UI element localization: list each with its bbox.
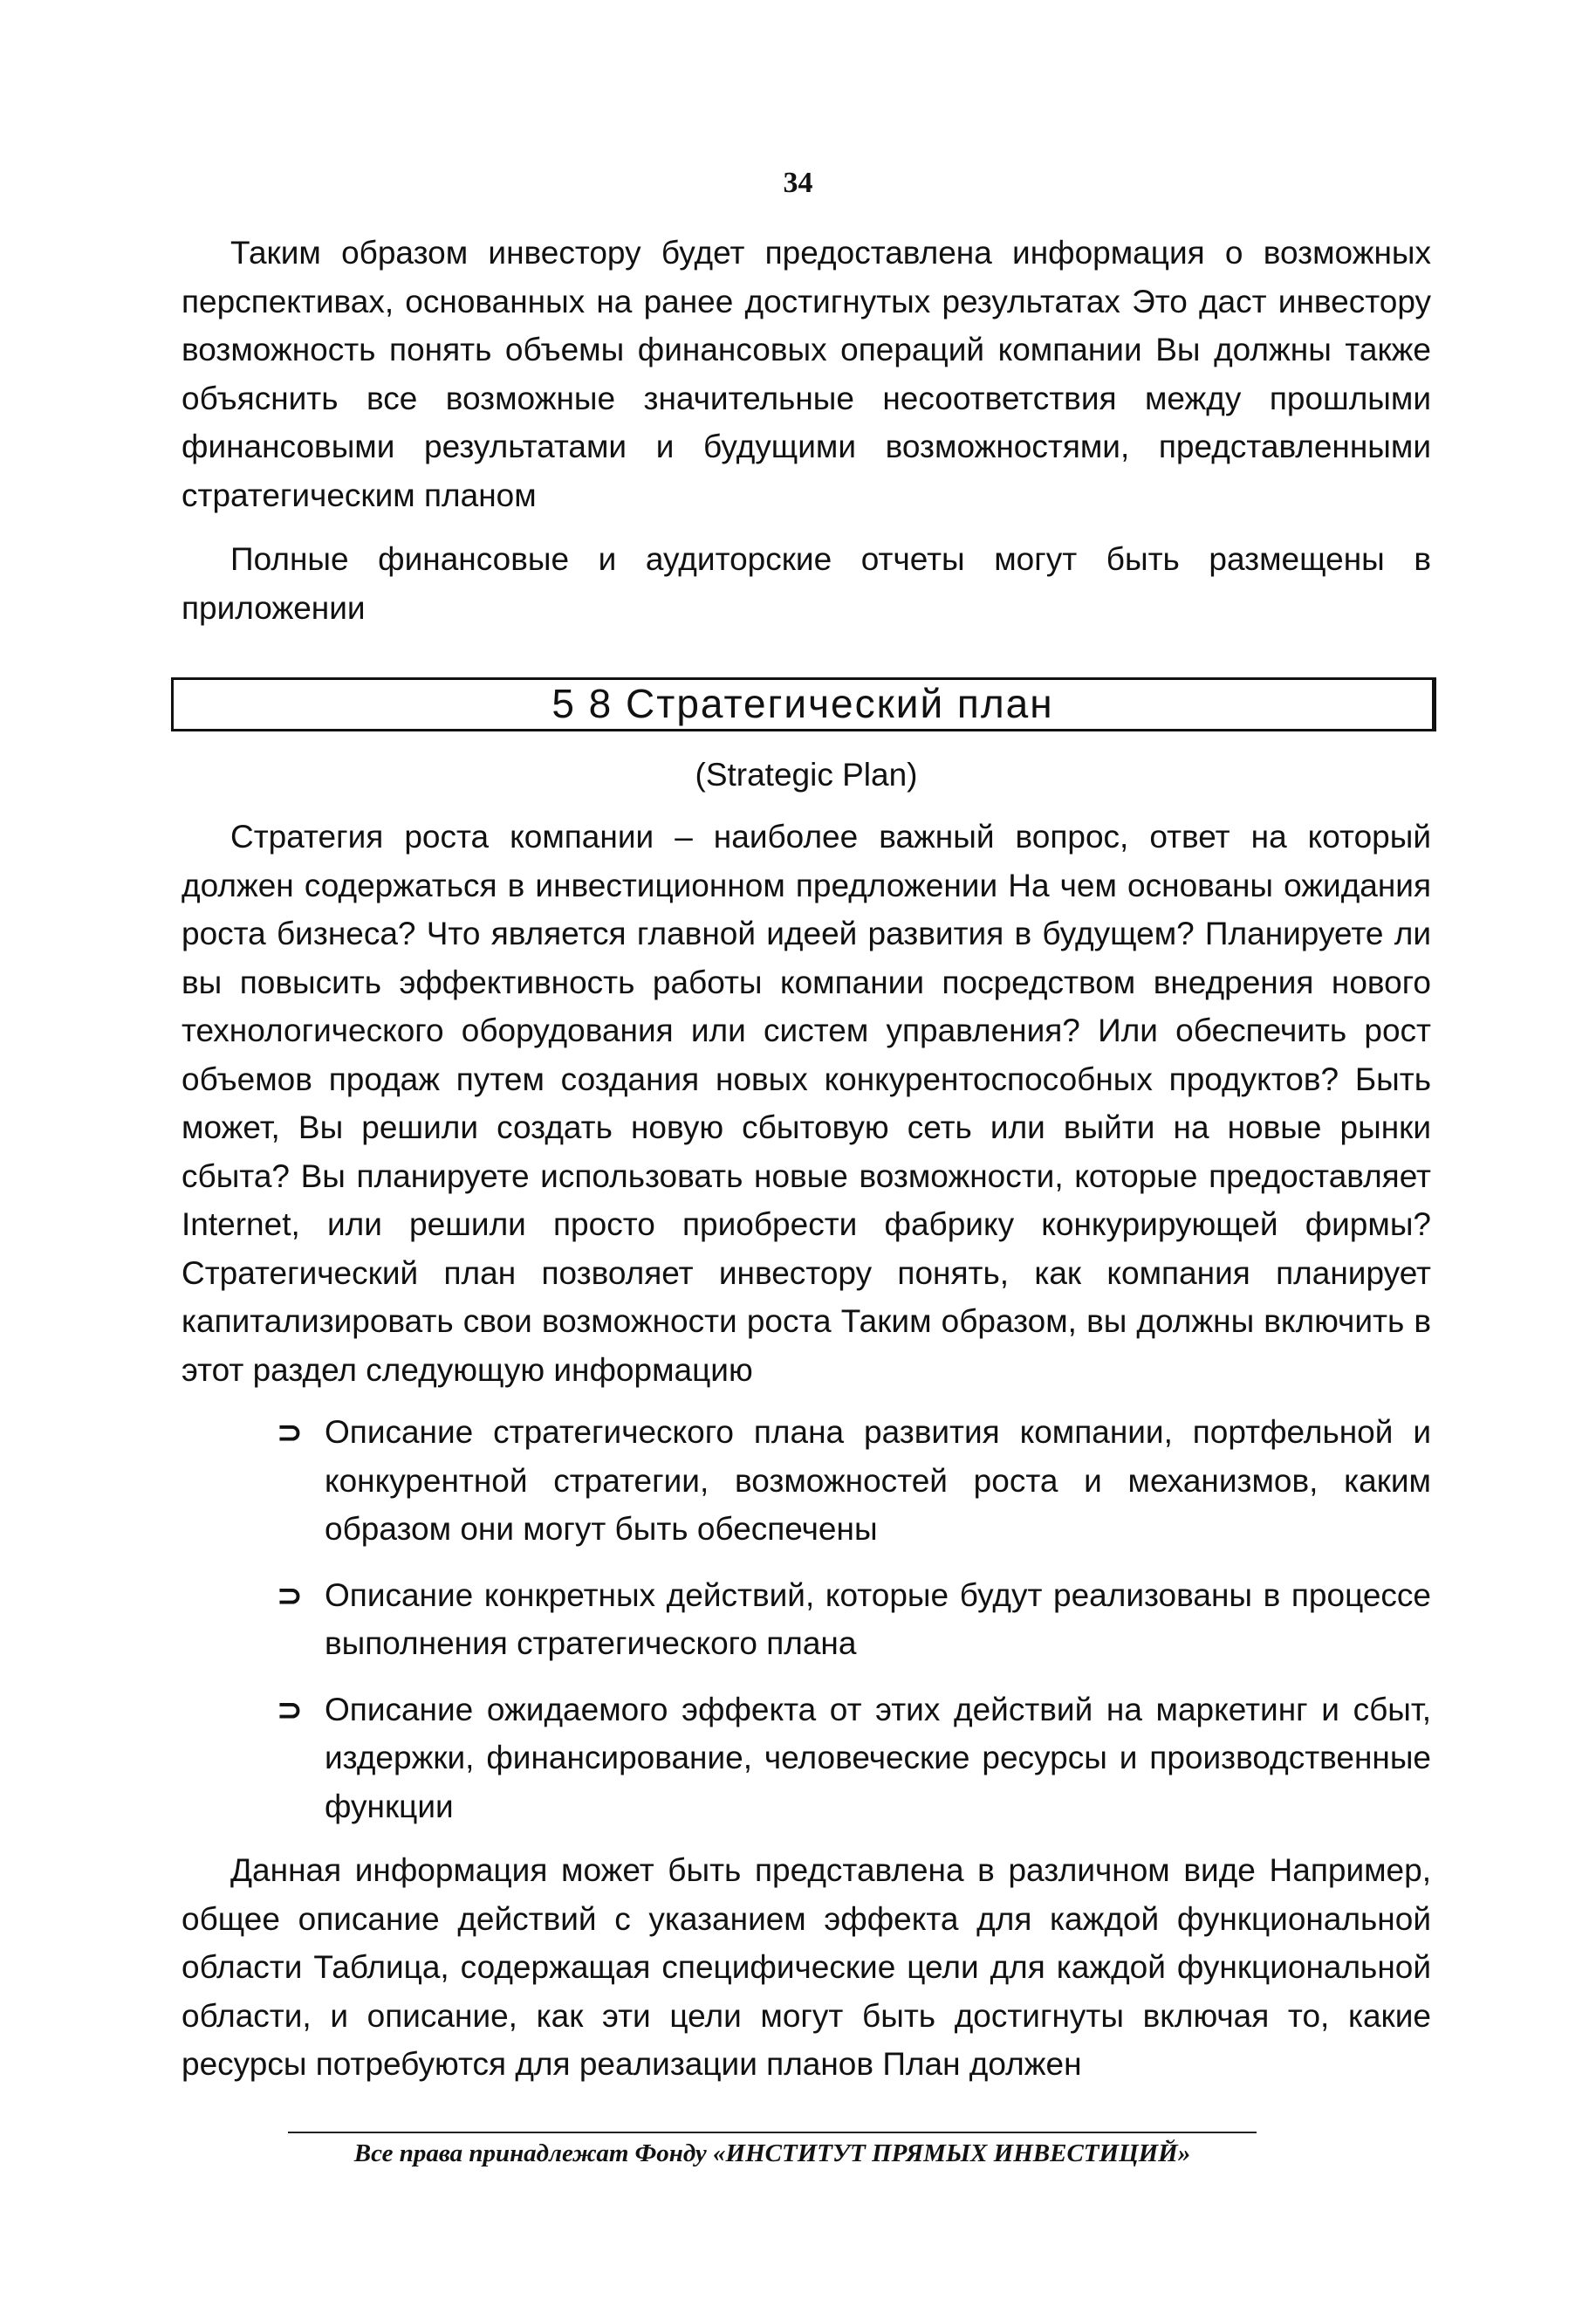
body-paragraph: Таким образом инвестору будет предоставлена информация о возможных перспективах, основанных на ранее достигнутых результатах Это даст инвестору возможность понять объемы финансовых операций компании Вы должны также объяснить все возможные значительные несоответствия между прошлыми финансовыми результатами и будущими возможностями, представленными стратегическим планом — [182, 235, 1431, 513]
footer-copyright: Все права принадлежат Фонду «ИНСТИТУТ ПРЯМЫХ ИНВЕСТИЦИЙ» — [353, 2139, 1191, 2167]
list-item — [276, 1408, 1431, 1554]
list-item-text: Описание ожидаемого эффекта от этих действий на маркетинг и сбыт, издержки, финансирование, человеческие ресурсы и производственные функции — [325, 1691, 1431, 1824]
bullet-icon: ⊃ — [276, 1414, 304, 1450]
bullet-icon: ⊃ — [276, 1691, 304, 1727]
body-paragraph: Полные финансовые и аудиторские отчеты могут быть размещены в приложении — [182, 541, 1431, 626]
list-item — [276, 1571, 1431, 1668]
bullet-icon: ⊃ — [276, 1576, 304, 1613]
footer — [288, 2132, 1257, 2172]
intro-paragraph: Стратегия роста компании – наиболее важный вопрос, ответ на который должен содержаться в инвестиционном предложении На чем основаны ожидания роста бизнеса? Что является главной идеей развития в будущем? Планируете ли вы повысить эффективность работы компании посредством внедрения нового технологического оборудования или систем управления? Или обеспечить рост объемов продаж путем создания новых конкурентоспособных продуктов? Быть может, Вы решили создать новую сбытовую сеть или выйти на новые рынки сбыта? Вы планируете использовать новые возможности, которые предоставляет Internet, или решили просто приобрести фабрику конкурирующей фирмы? Стратегический план позволяет инвестору понять, как компания планирует капитализировать свои возможности роста Таким образом, вы должны включить в этот раздел следующую информацию — [182, 819, 1431, 1388]
list-item — [276, 1686, 1431, 1831]
page-number: 34 — [783, 167, 813, 199]
section-subtitle: (Strategic Plan) — [695, 757, 918, 793]
list-item-text: Описание стратегического плана развития компании, портфельной и конкурентной стратегии, возможностей роста и механизмов, каким образом они могут быть обеспечены — [325, 1414, 1431, 1547]
section-heading-box — [171, 677, 1436, 731]
page-body — [182, 229, 1431, 2089]
section-title: 5 8 Стратегический план — [551, 681, 1054, 727]
bullet-list — [182, 1408, 1431, 1830]
closing-paragraph: Данная информация может быть представлена в различном виде Например, общее описание действий с указанием эффекта для каждой функциональной области Таблица, содержащая специфические цели для каждой функциональной области, и описание, как эти цели могут быть достигнуты включая то, какие ресурсы потребуются для реализации планов План должен — [182, 1852, 1431, 2082]
list-item-text: Описание конкретных действий, которые будут реализованы в процессе выполнения стратегического плана — [325, 1576, 1431, 1661]
footer-divider — [288, 2132, 1257, 2133]
